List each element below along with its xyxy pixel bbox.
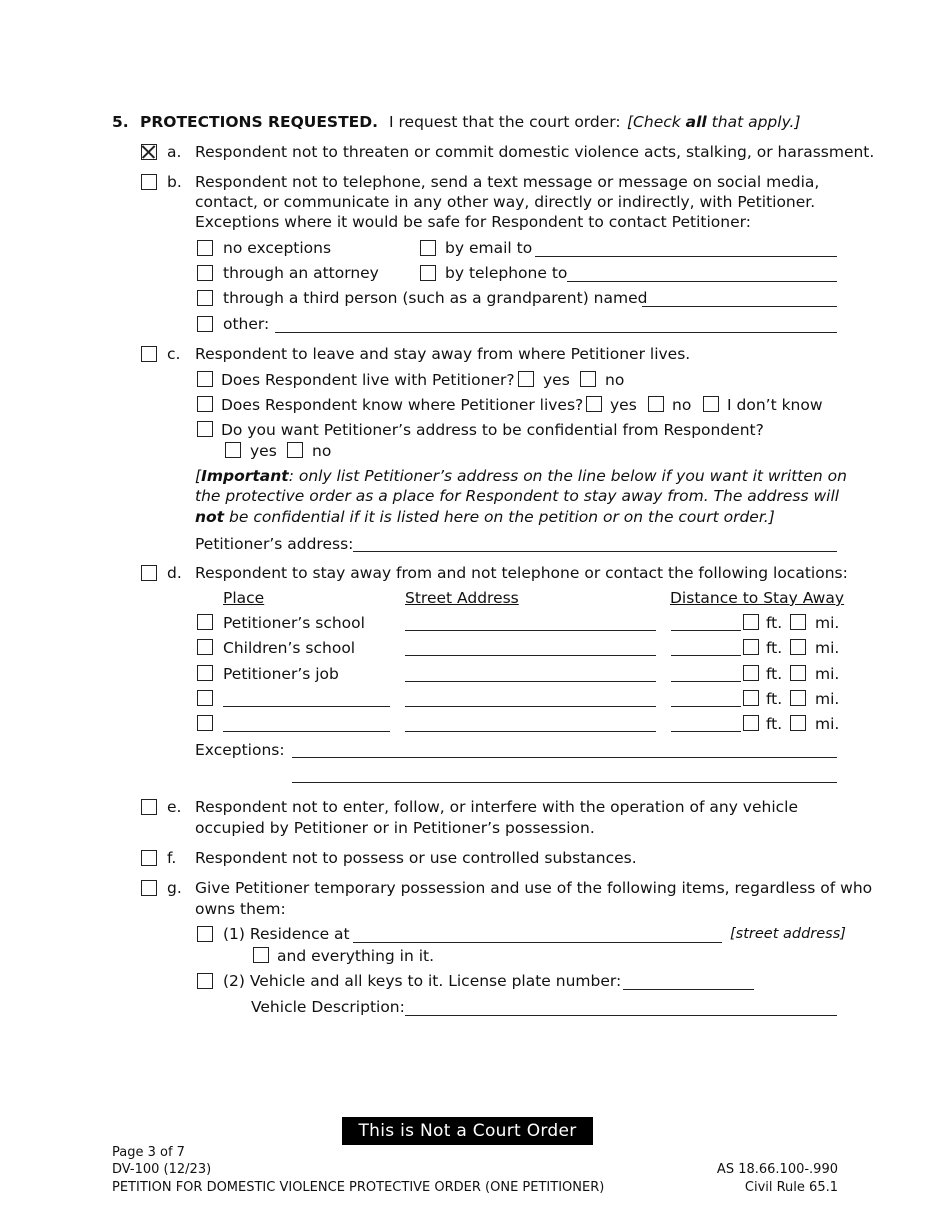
label-vehicle: (2) Vehicle and all keys to it. License plate number: <box>223 972 622 990</box>
exceptions-field[interactable] <box>292 757 837 758</box>
label-ft: ft. <box>766 665 783 683</box>
license-plate-field[interactable] <box>623 989 754 990</box>
checkbox-by-email[interactable] <box>420 240 436 256</box>
checkbox-mi[interactable] <box>790 614 806 630</box>
checkbox-location-2[interactable] <box>197 639 213 655</box>
street-address-field[interactable] <box>405 706 656 707</box>
other-field[interactable] <box>275 332 837 333</box>
checkbox-q2-no[interactable] <box>648 396 664 412</box>
checkbox-location-5[interactable] <box>197 715 213 731</box>
location-place: Petitioner’s job <box>223 665 339 683</box>
checkbox-ft[interactable] <box>743 690 759 706</box>
column-place: Place <box>223 589 265 607</box>
item-a-letter: a. <box>167 143 182 161</box>
item-g-line1: Give Petitioner temporary possession and use of the following items, regardless of who <box>195 879 873 897</box>
label-mi: mi. <box>815 715 840 733</box>
third-person-field[interactable] <box>642 306 837 307</box>
label-q2-yes: yes <box>610 396 637 414</box>
checkbox-q1-yes[interactable] <box>518 371 534 387</box>
item-e-line2: occupied by Petitioner or in Petitioner’s possession. <box>195 819 595 837</box>
section-number: 5. <box>112 113 129 131</box>
label-mi: mi. <box>815 614 840 632</box>
petitioner-address-field[interactable] <box>353 551 837 552</box>
label-third-person: through a third person (such as a grandparent) named <box>223 289 648 307</box>
item-d-letter: d. <box>167 564 182 582</box>
item-b-line1: Respondent not to telephone, send a text message or message on social media, <box>195 173 820 191</box>
item-d-text: Respondent to stay away from and not telephone or contact the following locations: <box>195 564 848 582</box>
item-b-line3: Exceptions where it would be safe for Respondent to contact Petitioner: <box>195 213 751 231</box>
checkbox-location-1[interactable] <box>197 614 213 630</box>
checkbox-ft[interactable] <box>743 639 759 655</box>
label-vehicle-description: Vehicle Description: <box>251 998 405 1016</box>
hint-street-address: [street address] <box>730 926 846 942</box>
item-c-text: Respondent to leave and stay away from where Petitioner lives. <box>195 345 691 363</box>
distance-field[interactable] <box>671 706 741 707</box>
checkbox-e[interactable] <box>141 799 157 815</box>
section-instruction: [Check all that apply.] <box>627 113 801 131</box>
checkbox-q2-dont-know[interactable] <box>703 396 719 412</box>
street-address-field[interactable] <box>405 681 656 682</box>
important-line1: [Important: only list Petitioner’s address on the line below if you want it written on <box>195 467 847 485</box>
distance-field[interactable] <box>671 630 741 631</box>
checkbox-a[interactable] <box>141 144 157 160</box>
email-field[interactable] <box>535 256 837 257</box>
exceptions-field-2[interactable] <box>292 782 837 783</box>
item-f-text: Respondent not to possess or use controlled substances. <box>195 849 637 867</box>
place-field[interactable] <box>223 706 390 707</box>
checkbox-q3[interactable] <box>197 421 213 437</box>
civil-rule: Civil Rule 65.1 <box>744 1180 838 1195</box>
label-mi: mi. <box>815 639 840 657</box>
checkbox-through-attorney[interactable] <box>197 265 213 281</box>
checkbox-location-4[interactable] <box>197 690 213 706</box>
street-address-field[interactable] <box>405 655 656 656</box>
checkbox-q3-no[interactable] <box>287 442 303 458</box>
label-through-attorney: through an attorney <box>223 264 379 282</box>
item-g-line2: owns them: <box>195 900 286 918</box>
label-q2-no: no <box>672 396 692 414</box>
checkbox-q1-no[interactable] <box>580 371 596 387</box>
label-q2-dont-know: I don’t know <box>727 396 823 414</box>
distance-field[interactable] <box>671 731 741 732</box>
checkbox-ft[interactable] <box>743 614 759 630</box>
checkbox-mi[interactable] <box>790 715 806 731</box>
section-intro: I request that the court order: <box>389 113 621 131</box>
label-mi: mi. <box>815 690 840 708</box>
label-residence: (1) Residence at <box>223 925 350 943</box>
distance-field[interactable] <box>671 655 741 656</box>
checkbox-mi[interactable] <box>790 665 806 681</box>
item-b-line2: contact, or communicate in any other way, directly or indirectly, with Petitioner. <box>195 193 816 211</box>
item-e-letter: e. <box>167 798 182 816</box>
checkbox-residence[interactable] <box>197 926 213 942</box>
form-title: PETITION FOR DOMESTIC VIOLENCE PROTECTIVE ORDER (ONE PETITIONER) <box>112 1180 605 1195</box>
distance-field[interactable] <box>671 681 741 682</box>
question-know-where: Does Respondent know where Petitioner lives? <box>221 396 584 414</box>
street-address-field[interactable] <box>405 630 656 631</box>
location-place: Petitioner’s school <box>223 614 365 632</box>
important-line2: the protective order as a place for Respondent to stay away from. The address will <box>195 487 840 505</box>
label-everything: and everything in it. <box>277 947 435 965</box>
label-no-exceptions: no exceptions <box>223 239 332 257</box>
residence-field[interactable] <box>353 942 722 943</box>
label-ft: ft. <box>766 715 783 733</box>
checkbox-q1[interactable] <box>197 371 213 387</box>
label-mi: mi. <box>815 665 840 683</box>
checkbox-g[interactable] <box>141 880 157 896</box>
checkbox-ft[interactable] <box>743 665 759 681</box>
item-b-letter: b. <box>167 173 182 191</box>
checkbox-q2-yes[interactable] <box>586 396 602 412</box>
checkbox-d[interactable] <box>141 565 157 581</box>
checkbox-q2[interactable] <box>197 396 213 412</box>
item-a-text: Respondent not to threaten or commit domestic violence acts, stalking, or harassment. <box>195 143 875 161</box>
checkbox-everything[interactable] <box>253 947 269 963</box>
checkbox-f[interactable] <box>141 850 157 866</box>
checkbox-mi[interactable] <box>790 690 806 706</box>
label-ft: ft. <box>766 639 783 657</box>
location-place: Children’s school <box>223 639 356 657</box>
checkbox-mi[interactable] <box>790 639 806 655</box>
item-f-letter: f. <box>167 849 177 867</box>
form-number: DV-100 (12/23) <box>112 1162 212 1177</box>
label-exceptions: Exceptions: <box>195 741 285 759</box>
label-other: other: <box>223 315 270 333</box>
checkbox-location-3[interactable] <box>197 665 213 681</box>
label-by-email: by email to <box>445 239 533 257</box>
not-court-order-banner: This is Not a Court Order <box>342 1117 593 1145</box>
label-q3-yes: yes <box>250 442 277 460</box>
label-by-telephone: by telephone to <box>445 264 568 282</box>
label-petitioner-address: Petitioner’s address: <box>195 535 354 553</box>
checkbox-ft[interactable] <box>743 715 759 731</box>
label-ft: ft. <box>766 690 783 708</box>
label-ft: ft. <box>766 614 783 632</box>
important-line3: not be confidential if it is listed here on the petition or on the court order.] <box>195 508 775 526</box>
telephone-field[interactable] <box>567 281 837 282</box>
label-q3-no: no <box>312 442 332 460</box>
item-e-line1: Respondent not to enter, follow, or interfere with the operation of any vehicle <box>195 798 799 816</box>
vehicle-description-field[interactable] <box>405 1015 837 1016</box>
checkbox-vehicle[interactable] <box>197 973 213 989</box>
checkbox-c[interactable] <box>141 346 157 362</box>
label-q1-yes: yes <box>543 371 570 389</box>
checkbox-q3-yes[interactable] <box>225 442 241 458</box>
checkbox-by-telephone[interactable] <box>420 265 436 281</box>
statute: AS 18.66.100-.990 <box>716 1162 838 1177</box>
item-c-letter: c. <box>167 345 181 363</box>
label-q1-no: no <box>605 371 625 389</box>
page-number: Page 3 of 7 <box>112 1145 185 1160</box>
checkbox-b[interactable] <box>141 174 157 190</box>
column-distance: Distance to Stay Away <box>670 589 845 607</box>
section-title: PROTECTIONS REQUESTED. <box>140 113 379 131</box>
place-field[interactable] <box>223 731 390 732</box>
checkbox-third-person[interactable] <box>197 290 213 306</box>
column-street-address: Street Address <box>405 589 519 607</box>
question-confidential: Do you want Petitioner’s address to be confidential from Respondent? <box>221 421 764 439</box>
checkbox-other[interactable] <box>197 316 213 332</box>
street-address-field[interactable] <box>405 731 656 732</box>
item-g-letter: g. <box>167 879 182 897</box>
checkbox-no-exceptions[interactable] <box>197 240 213 256</box>
question-live-with: Does Respondent live with Petitioner? <box>221 371 515 389</box>
